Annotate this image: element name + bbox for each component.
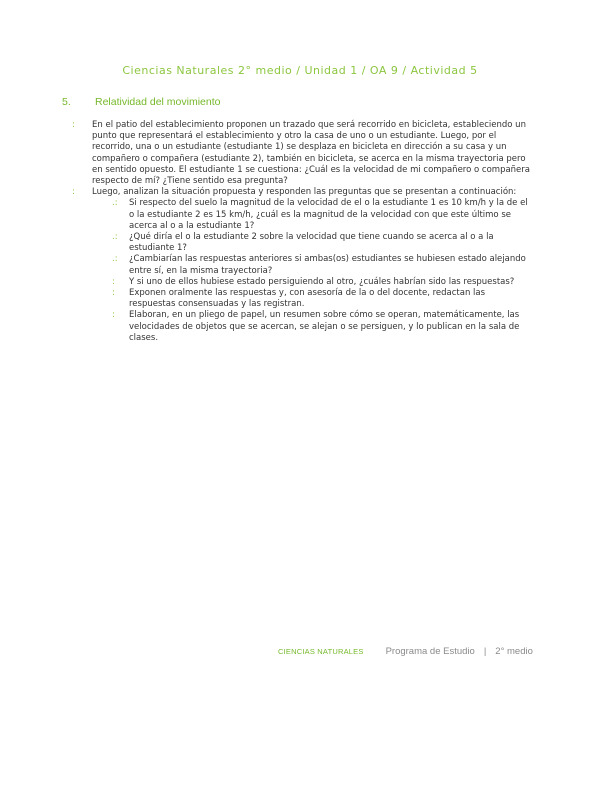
sub-list-item (92, 310, 534, 344)
sub-list-marker: : (112, 310, 115, 321)
section-title: Relatividad del movimiento (95, 96, 221, 108)
list-item (72, 120, 534, 187)
section-number: 5. (62, 96, 71, 108)
sub-list-item-text: ¿Cambiarían las respuestas anteriores si ambas(os) estudiantes se hubiesen estado alejando entre sí, en la misma trayectoria? (129, 254, 526, 276)
sub-list-item (92, 288, 534, 310)
list-marker: : (72, 187, 75, 198)
sub-list-marker: : (112, 276, 115, 287)
sub-list-item (92, 254, 534, 276)
footer-separator: | (483, 646, 487, 657)
sub-list-item-text: Si respecto del suelo la magnitud de la velocidad de el o la estudiante 1 es 10 km/h y la de el o la estudiante 2 es 15 km/h, ¿cuál es la magnitud de la velocidad con que este último se acerca al o a la estudiante 1? (129, 198, 528, 231)
list-item (72, 187, 534, 198)
list-marker: : (72, 120, 75, 130)
section-heading (62, 96, 542, 108)
sub-list-item (92, 198, 534, 232)
list-item-text: Luego, analizan la situación propuesta y responden las preguntas que se presentan a continuación: (92, 187, 517, 198)
page-header-title: Ciencias Naturales 2° medio / Unidad 1 / OA 9 / Actividad 5 (122, 64, 478, 77)
footer-grade: 2° medio (495, 646, 533, 657)
footer-program: Programa de Estudio (385, 646, 475, 657)
sub-list-marker: : (112, 288, 115, 299)
sub-list-marker: .: (112, 232, 118, 243)
sub-list-item (92, 277, 534, 288)
sub-list-item-text: Y si uno de ellos hubiese estado persiguiendo al otro, ¿cuáles habrían sido las respuestas? (129, 276, 515, 287)
sub-list-item-text: Exponen oralmente las respuestas y, con asesoría de la o del docente, redactan las respuestas consensuadas y las registran. (129, 288, 486, 310)
sub-list-item-text: Elaboran, en un pliego de papel, un resumen sobre cómo se operan, matemáticamente, las velocidades de objetos que se acercan, se alejan o se persiguen, y lo publican en la sala de clases. (129, 310, 520, 343)
sub-list-item-text: ¿Qué diría el o la estudiante 2 sobre la velocidad que tiene cuando se acerca al o a la estudiante 1? (129, 232, 494, 254)
activity-body (72, 120, 534, 344)
sub-list-marker: .: (112, 254, 118, 265)
sub-list-marker: .: (112, 198, 118, 209)
footer-subject: CIENCIAS NATURALES (278, 647, 364, 656)
sub-list-item (92, 232, 534, 254)
page-footer (278, 641, 548, 659)
sub-list (92, 198, 534, 344)
list-item-text: En el patio del establecimiento proponen un trazado que será recorrido en bicicleta, estableciendo un punto que representará el establecimiento y otro la casa de uno o un estudiante. Luego, por el recorrido, una o un estudiante (estudiante 1) se desplaza en bicicleta en dirección a su casa y un compañero o compañera (estudiante 2), también en bicicleta, se acerca en la misma trayectoria pero en sentido opuesto. El estudiante 1 se cuestiona: ¿Cuál es la velocidad de mi compañero o compañera respecto de mí? ¿Tiene sentido esa pregunta? (92, 120, 530, 187)
